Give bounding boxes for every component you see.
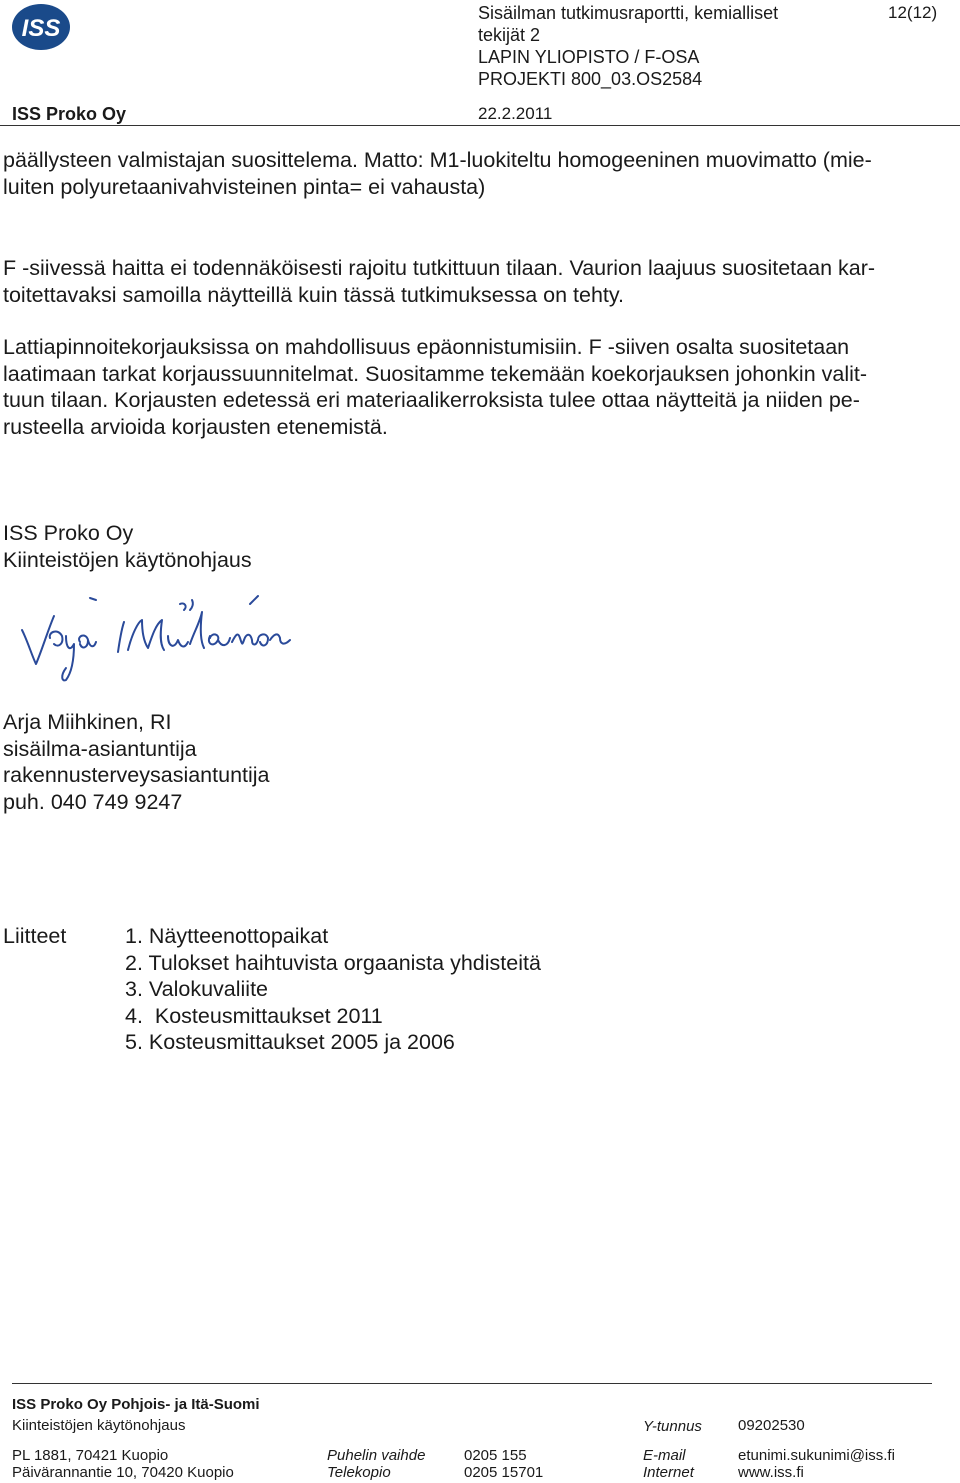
text-line: F -siivessä haitta ei todennäköisesti rajoitu tutkittuun tilaan. Vaurion laajuus suositetaan kar- [3, 256, 876, 280]
footer-email-value: etunimi.sukunimi@iss.fi [738, 1447, 895, 1464]
signatory-phone: puh. 040 749 9247 [3, 789, 183, 814]
footer-internet-value: www.iss.fi [738, 1464, 804, 1481]
iss-logo [10, 2, 72, 52]
signature-company-block [3, 520, 252, 573]
footer-email-label: E-mail [643, 1447, 686, 1464]
footer-divider [12, 1383, 932, 1384]
paragraph-1 [3, 147, 938, 200]
header-title-line: PROJEKTI 800_03.OS2584 [478, 69, 703, 89]
text-line: Lattiapinnoitekorjauksissa on mahdollisuus epäonnistumisiin. F -siiven osalta suositetaan [3, 335, 850, 359]
handwritten-signature [14, 592, 299, 687]
attachments-list [125, 923, 541, 1056]
footer-address-2: Päivärannantie 10, 70420 Kuopio [12, 1464, 234, 1481]
signature-company: ISS Proko Oy [3, 521, 134, 545]
attachment-item: 1. Näytteenottopaikat [125, 924, 329, 948]
text-line: rusteella arvioida korjausten etenemistä. [3, 414, 388, 439]
attachment-item: 5. Kosteusmittaukset 2005 ja 2006 [125, 1030, 455, 1054]
attachment-item: 3. Valokuvaliite [125, 977, 269, 1001]
footer-company: ISS Proko Oy Pohjois- ja Itä-Suomi [12, 1396, 260, 1413]
text-line: toitettavaksi samoilla näytteillä kuin tässä tutkimuksessa on tehty. [3, 282, 625, 307]
footer-address-1: PL 1881, 70421 Kuopio [12, 1447, 169, 1464]
attachment-item: 4. Kosteusmittaukset 2011 [125, 1003, 383, 1028]
footer-internet-label: Internet [643, 1464, 694, 1481]
header-divider [0, 125, 960, 126]
attachments-label: Liitteet [3, 924, 67, 948]
header-title-line: tekijät 2 [478, 25, 541, 45]
iss-logo-text: ISS [21, 15, 61, 42]
header-company: ISS Proko Oy [12, 104, 127, 124]
footer-fax-value: 0205 15701 [464, 1464, 544, 1481]
footer-department: Kiinteistöjen käytönohjaus [12, 1417, 186, 1434]
text-line: tuun tilaan. Korjausten edetessä eri materiaalikerroksista tulee ottaa näytteitä ja niiden pe- [3, 388, 860, 412]
text-line: laatimaan tarkat korjaussuunnitelmat. Suositamme tekemään koekorjauksen johonkin valit- [3, 361, 868, 386]
footer-fax-label: Telekopio [327, 1464, 391, 1481]
signatory-title: rakennusterveysasiantuntija [3, 763, 270, 787]
signatory-name: Arja Miihkinen, RI [3, 710, 172, 734]
footer-ytunnus-value: 09202530 [738, 1417, 805, 1434]
signatory-title: sisäilma-asiantuntija [3, 736, 197, 761]
paragraph-2 [3, 255, 938, 308]
paragraph-3 [3, 334, 938, 440]
header-date: 22.2.2011 [478, 104, 553, 123]
attachment-item: 2. Tulokset haihtuvista orgaanista yhdisteitä [125, 950, 541, 975]
footer-ytunnus-label: Y-tunnus [643, 1418, 702, 1435]
page-number: 12(12) [888, 3, 938, 22]
header-title [478, 2, 778, 90]
footer-phone-label: Puhelin vaihde [327, 1447, 426, 1464]
text-line: päällysteen valmistajan suosittelema. Matto: M1-luokiteltu homogeeninen muovimatto (mie- [3, 148, 872, 172]
signatory-block [3, 709, 270, 815]
header-title-line: Sisäilman tutkimusraportti, kemialliset [478, 3, 779, 23]
text-line: luiten polyuretaanivahvisteinen pinta= ei vahausta) [3, 174, 486, 199]
footer-phone-value: 0205 155 [464, 1447, 527, 1464]
signature-department: Kiinteistöjen käytönohjaus [3, 547, 252, 572]
header-title-line: LAPIN YLIOPISTO / F-OSA [478, 47, 700, 67]
